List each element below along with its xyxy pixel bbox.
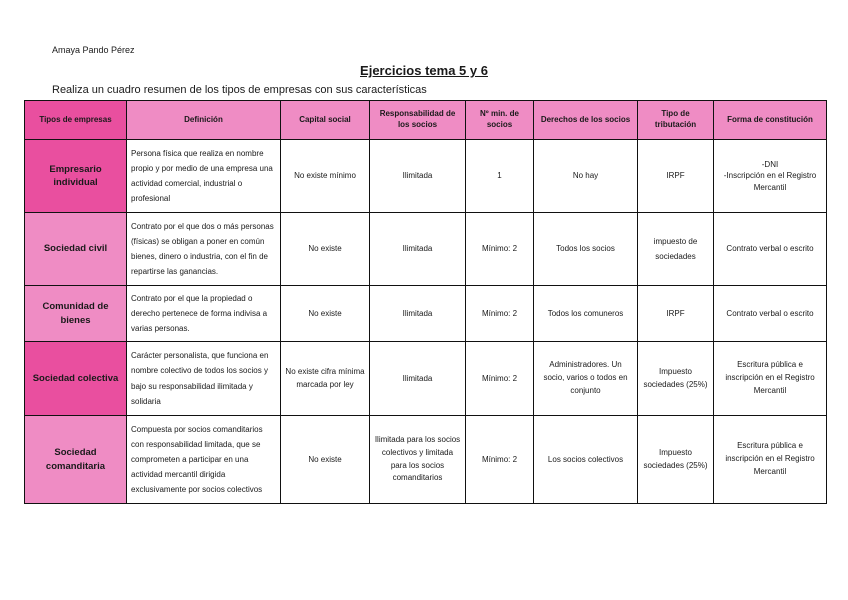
cell-type: Sociedad civil [25,213,127,286]
cell-type: Sociedad colectiva [25,342,127,416]
table-row [25,140,827,213]
cell-rights: No hay [534,140,638,213]
cell-capital: No existe [281,286,370,342]
cell-rights: Todos los comuneros [534,286,638,342]
header-constitucion: Forma de constitución [714,101,827,140]
cell-definition: Carácter personalista, que funciona en nombre colectivo de todos los socios y bajo su responsabilidad ilimitada y solidaria [127,342,281,416]
cell-rights: Los socios colectivos [534,416,638,504]
cell-definition: Persona física que realiza en nombre propio y por medio de una empresa una actividad comercial, industrial o profesional [127,140,281,213]
cell-constitution: Escritura pública e inscripción en el Registro Mercantil [714,342,827,416]
cell-capital: No existe mínimo [281,140,370,213]
cell-constitution: Contrato verbal o escrito [714,213,827,286]
cell-taxation: Impuesto sociedades (25%) [638,342,714,416]
cell-definition: Contrato por el que la propiedad o derecho pertenece de forma indivisa a varias personas. [127,286,281,342]
cell-type: Sociedad comanditaria [25,416,127,504]
cell-taxation: IRPF [638,286,714,342]
cell-constitution: Escritura pública e inscripción en el Registro Mercantil [714,416,827,504]
header-capital: Capital social [281,101,370,140]
cell-min-partners: 1 [466,140,534,213]
cell-responsibility: Ilimitada [370,213,466,286]
table-row [25,416,827,504]
cell-rights: Administradores. Un socio, varios o todos en conjunto [534,342,638,416]
cell-responsibility: Ilimitada [370,342,466,416]
header-definicion: Definición [127,101,281,140]
cell-responsibility: Ilimitada para los socios colectivos y limitada para los socios comanditarios [370,416,466,504]
cell-type: Comunidad de bienes [25,286,127,342]
cell-taxation: impuesto de sociedades [638,213,714,286]
cell-definition: Contrato por el que dos o más personas (físicas) se obligan a poner en común bienes, dinero o industria, con el fin de repartirse las ganancias. [127,213,281,286]
table-row [25,213,827,286]
cell-min-partners: Mínimo: 2 [466,286,534,342]
cell-min-partners: Mínimo: 2 [466,416,534,504]
header-tributacion: Tipo de tributación [638,101,714,140]
cell-capital: No existe [281,416,370,504]
header-derechos: Derechos de los socios [534,101,638,140]
cell-taxation: Impuesto sociedades (25%) [638,416,714,504]
header-responsabilidad: Responsabilidad de los socios [370,101,466,140]
cell-responsibility: Ilimitada [370,140,466,213]
cell-constitution: Contrato verbal o escrito [714,286,827,342]
cell-taxation: IRPF [638,140,714,213]
company-types-table [24,100,827,504]
cell-rights: Todos los socios [534,213,638,286]
header-tipos: Tipos de empresas [25,101,127,140]
document-title: Ejercicios tema 5 y 6 [360,63,488,78]
cell-min-partners: Mínimo: 2 [466,213,534,286]
author-name: Amaya Pando Pérez [52,45,135,55]
cell-type: Empresario individual [25,140,127,213]
cell-responsibility: Ilimitada [370,286,466,342]
instruction-text: Realiza un cuadro resumen de los tipos de empresas con sus características [52,84,427,96]
table-row [25,342,827,416]
header-min-socios: Nº min. de socios [466,101,534,140]
cell-constitution: -DNI -Inscripción en el Registro Mercantil [714,140,827,213]
cell-definition: Compuesta por socios comanditarios con responsabilidad limitada, que se comprometen a participar en una actividad mercantil dirigida exclusivamente por socios colectivos [127,416,281,504]
cell-min-partners: Mínimo: 2 [466,342,534,416]
cell-capital: No existe cifra mínima marcada por ley [281,342,370,416]
cell-capital: No existe [281,213,370,286]
table-header-row [25,101,827,140]
table-row [25,286,827,342]
